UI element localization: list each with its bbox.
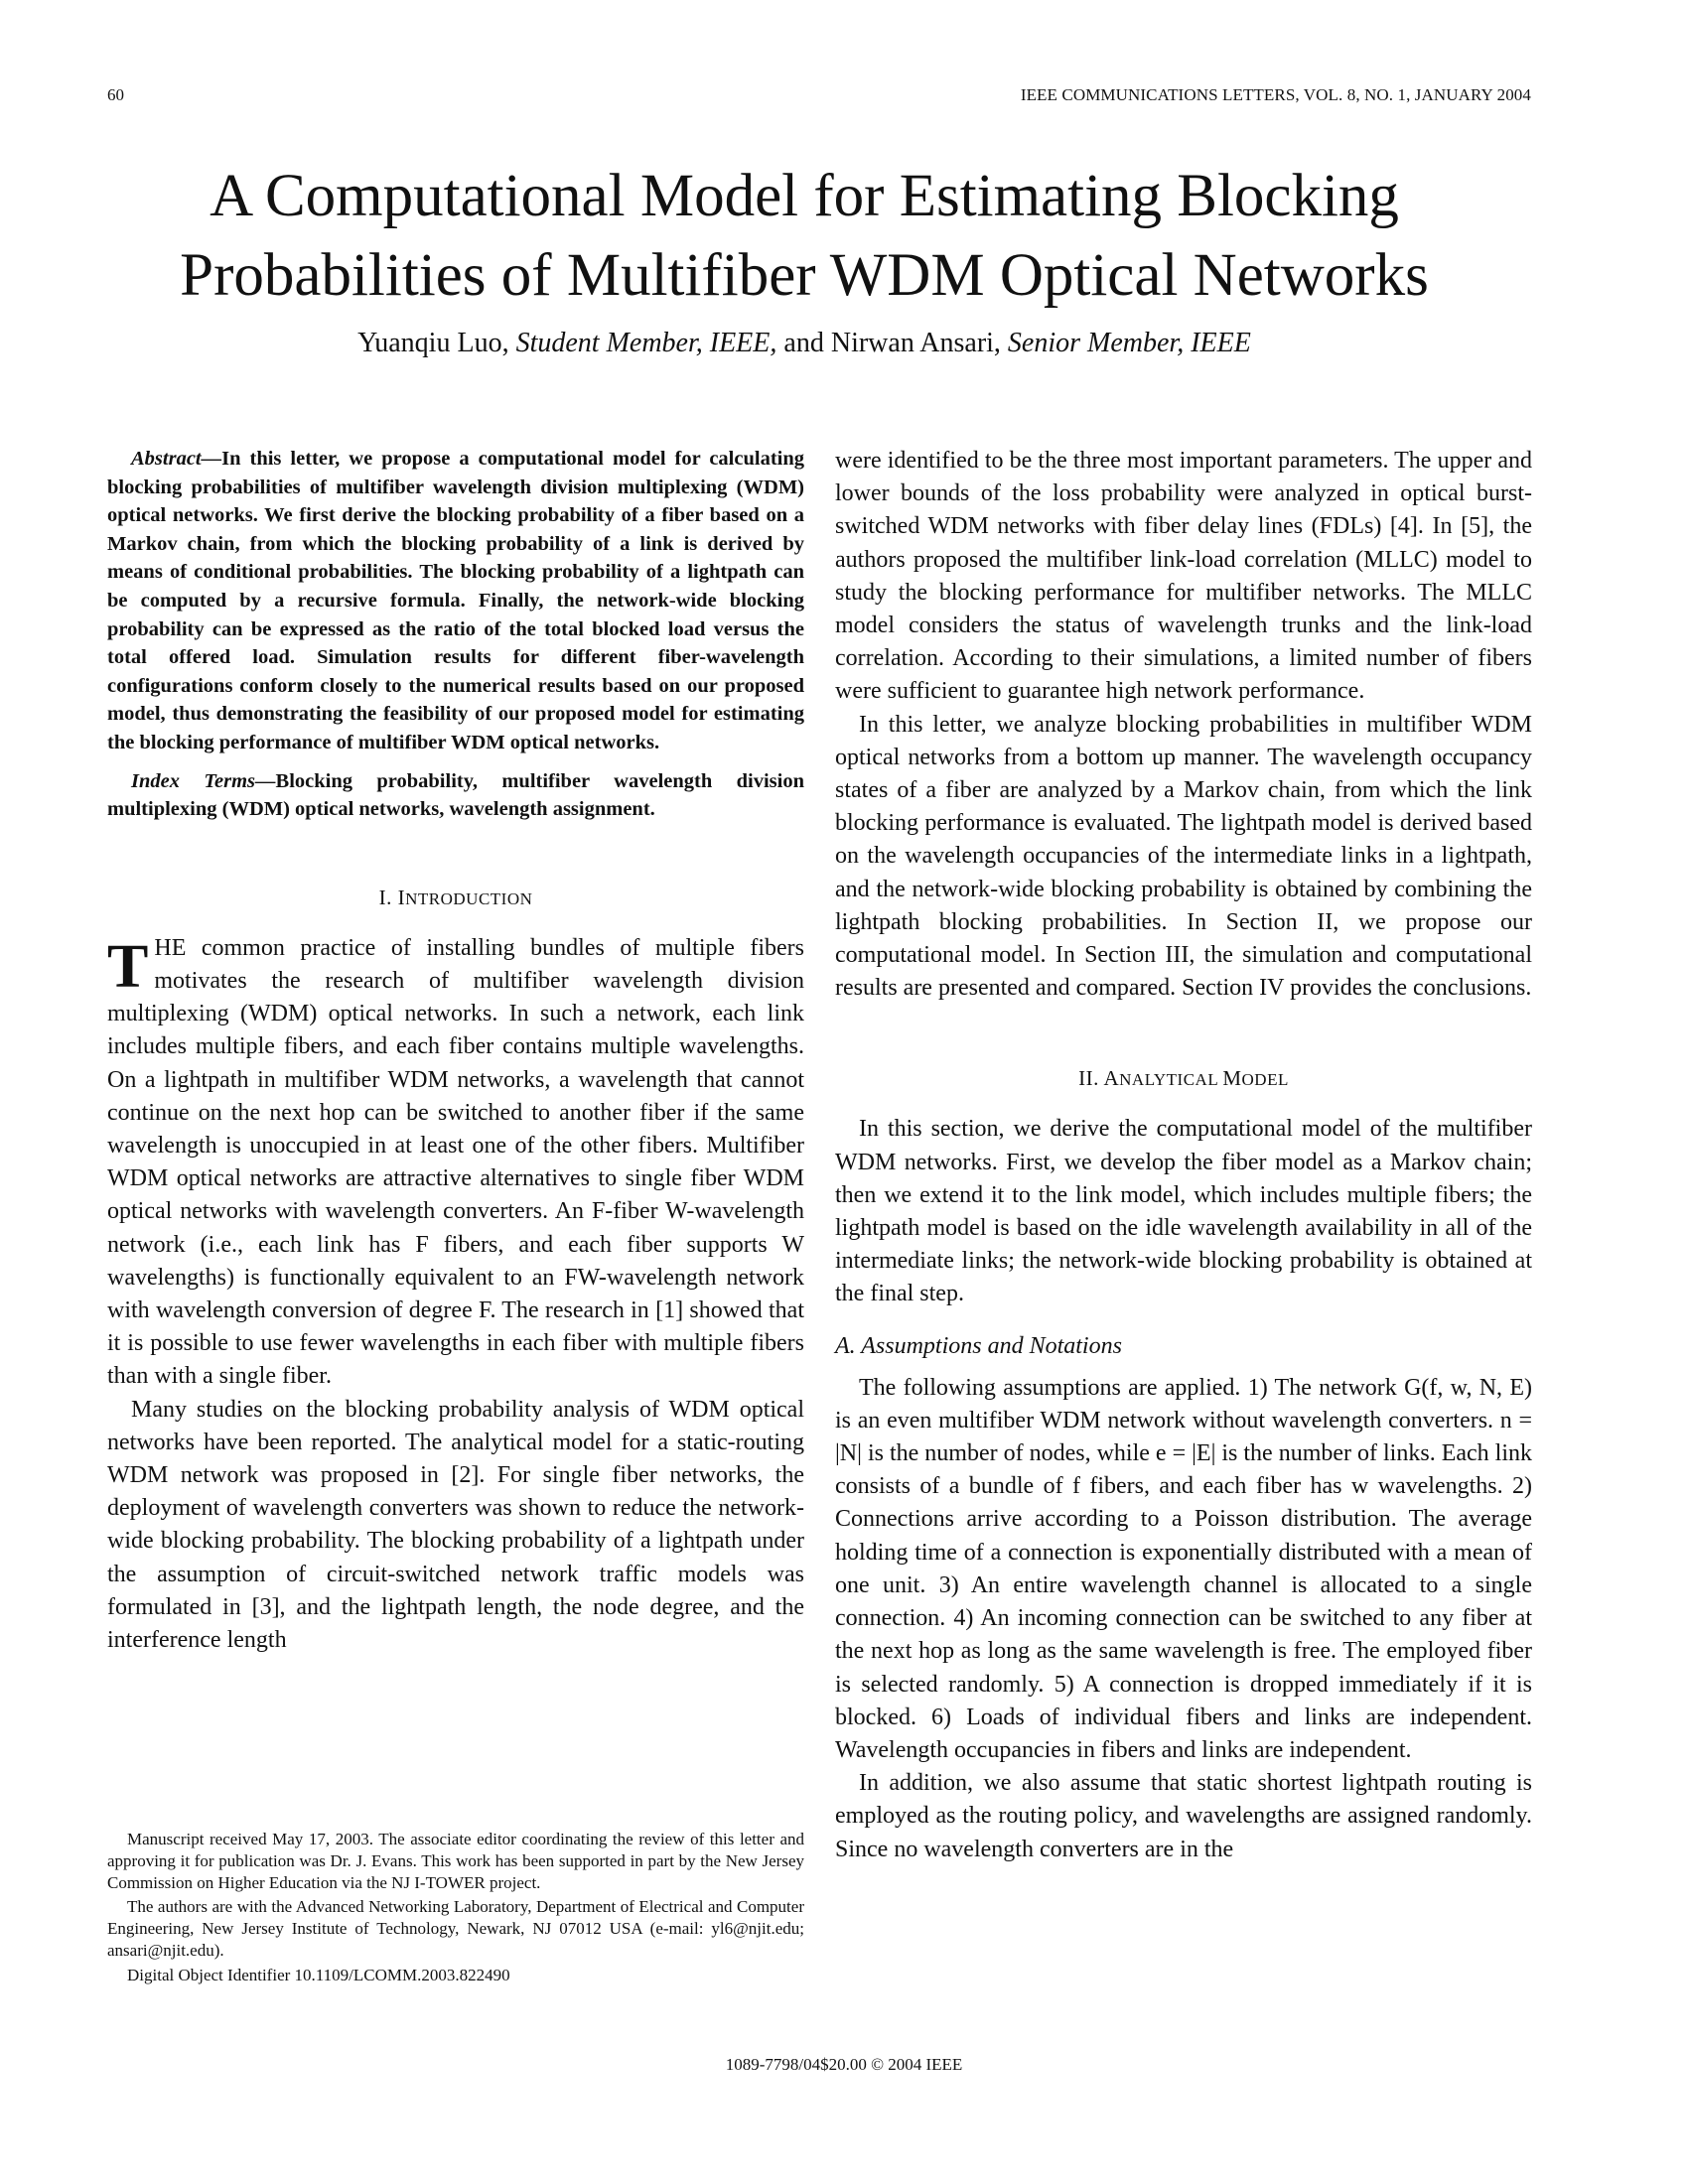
section-heading-initial-2: M bbox=[1222, 1066, 1242, 1091]
index-terms bbox=[107, 767, 804, 824]
footnote-doi: Digital Object Identifier 10.1109/LCOMM.2003.822490 bbox=[127, 1965, 510, 1984]
paper-title: A Computational Model for Estimating Blocking Probabilities of Multifiber WDM Optical Networks bbox=[180, 163, 1429, 309]
model-paragraph-1: In this section, we derive the computational model of the multifiber WDM networks. First, we develop the fiber model as a Markov chain; then we extend it to the link model, which includes multiple fibers; the lightpath model is based on the idle wavelength availability in all of the intermediate links; the network-wide blocking probability is obtained at the final step. bbox=[835, 1116, 1532, 1307]
index-terms-label: Index Terms— bbox=[131, 769, 276, 792]
left-column bbox=[107, 445, 804, 1657]
section-heading-initial: I. I bbox=[378, 885, 406, 909]
section-heading-rest: NALYTICAL bbox=[1119, 1070, 1223, 1090]
intro-paragraph-1-text: HE common practice of installing bundles of multiple fibers motivates the research of multifiber wavelength division multiplexing (WDM) optical networks. In such a network, each link includes multiple fibers, and each fiber contains multiple wavelengths. On a lightpath in multifiber WDM networks, a wavelength that cannot continue on the next hop can be switched to another fiber if the same wavelength is unoccupied in at least one of the other fibers. Multifiber WDM optical networks are attractive alternatives to single fiber WDM optical networks with wavelength converters. An F-fiber W-wavelength network (i.e., each link has F fibers, and each fiber supports W wavelengths) is functionally equivalent to an FW-wavelength network with wavelength conversion of degree F. The research in [1] showed that it is possible to use fewer wavelengths in each fiber with multiple fibers than with a single fiber. bbox=[107, 934, 804, 1390]
author-line bbox=[99, 328, 1509, 359]
index-terms-text: Blocking probability, multifiber wavelength division multiplexing (WDM) optical networks, wavelength assignment. bbox=[107, 769, 804, 821]
section-heading-initial: II. A bbox=[1078, 1066, 1120, 1091]
section-heading-rest-2: ODEL bbox=[1241, 1070, 1289, 1090]
abstract bbox=[107, 445, 804, 757]
right-column bbox=[835, 445, 1532, 1866]
abstract-text: In this letter, we propose a computational model for calculating blocking probabilities of multifiber wavelength division multiplexing (WDM) optical networks. We first derive the blocking probability of a fiber based on a Markov chain, from which the blocking probability of a link is derived by means of conditional probabilities. The blocking probability of a lightpath can be computed by a recursive formula. Finally, the network-wide blocking probability can be expressed as the ratio of the total blocked load versus the total offered load. Simulation results for different fiber-wavelength configurations conform closely to the numerical results based on our proposed model, thus demonstrating the feasibility of our proposed model for estimating the blocking performance of multifiber WDM optical networks. bbox=[107, 448, 804, 753]
page-number: 60 bbox=[107, 85, 124, 104]
author-name-2: Nirwan Ansari, bbox=[830, 328, 1001, 358]
footnotes bbox=[107, 1829, 804, 1989]
intro-paragraph-3: were identified to be the three most important parameters. The upper and lower bounds of the loss probability were analyzed in optical burst-switched WDM networks with fiber delay lines (FDLs) [4]. In [5], the authors proposed the multifiber link-load correlation (MLLC) model to study the blocking performance for multifiber networks. The MLLC model considers the status of wavelength trunks and the link-load correlation. According to their simulations, a limited number of fibers were sufficient to guarantee high network performance. bbox=[835, 448, 1532, 705]
abstract-label: Abstract— bbox=[131, 448, 222, 470]
journal-header: IEEE COMMUNICATIONS LETTERS, VOL. 8, NO. 1, JANUARY 2004 bbox=[1020, 85, 1531, 104]
drop-cap: T bbox=[107, 932, 149, 1001]
author-role-1: Student Member, IEEE, bbox=[515, 328, 777, 358]
section-heading-introduction bbox=[107, 886, 804, 910]
model-paragraph-2: The following assumptions are applied. 1) The network G(f, w, N, E) is an even multifiber WDM network without wavelength converters. n = |N| is the number of nodes, while e = |E| is the number of links. Each link consists of a bundle of f fibers, and each fiber has w wavelengths. 2) Connections arrive according to a Poisson distribution. The average holding time of a connection is exponentially distributed with a mean of one unit. 3) An entire wavelength channel is allocated to a single connection. 4) An incoming connection can be switched to any fiber at the next hop as long as the same wavelength is free. The employed fiber is selected randomly. 5) A connection is dropped immediately if it is blocked. 6) Loads of individual fibers and links are independent. Wavelength occupancies in fibers and links are independent. bbox=[835, 1374, 1532, 1763]
model-paragraph-3: In addition, we also assume that static shortest lightpath routing is employed as the routing policy, and wavelengths are assigned randomly. Since no wavelength converters are in the bbox=[835, 1770, 1532, 1862]
footnote-manuscript: Manuscript received May 17, 2003. The associate editor coordinating the review of this letter and approving it for publication was Dr. J. Evans. This work has been supported in part by the New Jersey Commission on Higher Education via the NJ I-TOWER project. bbox=[107, 1830, 804, 1892]
intro-paragraph-2: Many studies on the blocking probability analysis of WDM optical networks have been reported. The analytical model for a static-routing WDM network was proposed in [2]. For single fiber networks, the deployment of wavelength converters was shown to reduce the network-wide blocking probability. The blocking probability of a lightpath under the assumption of circuit-switched network traffic models was formulated in [3], and the lightpath length, the node degree, and the interference length bbox=[107, 1396, 804, 1653]
section-heading-analytical-model bbox=[835, 1066, 1532, 1091]
author-name-1: Yuanqiu Luo, bbox=[357, 328, 509, 358]
intro-paragraph-4: In this letter, we analyze blocking probabilities in multifiber WDM optical networks from a bottom up manner. The wavelength occupancy states of a fiber are analyzed by a Markov chain, from which the link blocking performance is evaluated. The lightpath model is derived based on the wavelength occupancies of the intermediate links in a lightpath, and the network-wide blocking probability is obtained by combining the lightpath blocking probabilities. In Section II, we propose our computational model. In Section III, the simulation and computational results are presented and compared. Section IV provides the conclusions. bbox=[835, 711, 1532, 1002]
author-role-2: Senior Member, IEEE bbox=[1007, 328, 1251, 358]
subsection-heading: A. Assumptions and Notations bbox=[835, 1332, 1122, 1359]
intro-paragraph-1 bbox=[107, 932, 804, 1394]
copyright-footer: 1089-7798/04$20.00 © 2004 IEEE bbox=[725, 2055, 963, 2074]
author-conjunction: and bbox=[783, 328, 824, 358]
section-heading-rest: NTRODUCTION bbox=[405, 888, 533, 908]
footnote-affiliation: The authors are with the Advanced Networking Laboratory, Department of Electrical and Computer Engineering, New Jersey Institute of Technology, Newark, NJ 07012 USA (e-mail: yl6@njit.edu; ansari@njit.edu). bbox=[107, 1897, 804, 1960]
